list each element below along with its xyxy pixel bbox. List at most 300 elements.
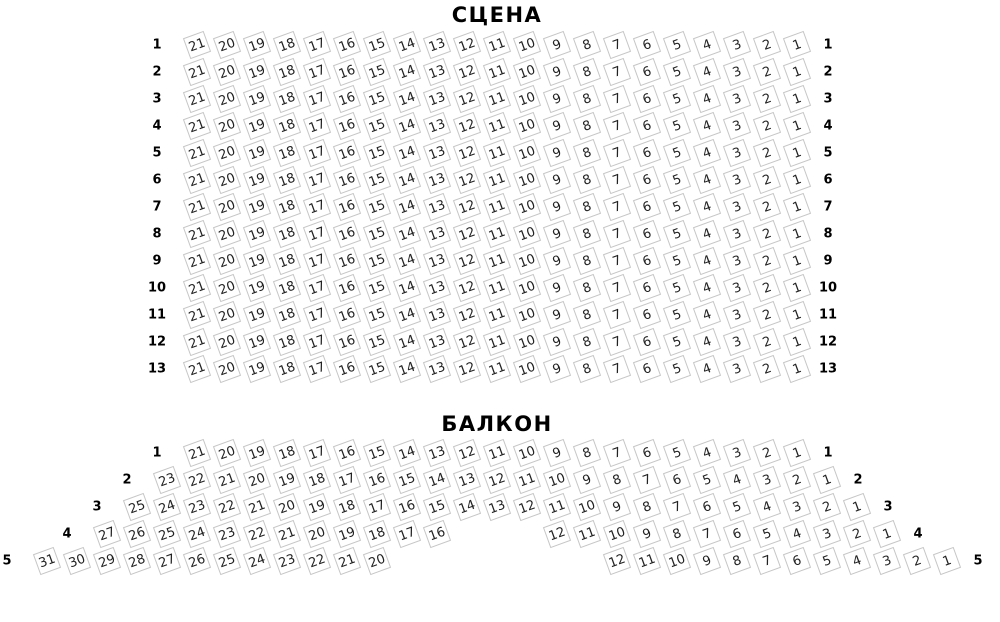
- seat[interactable]: 7: [603, 139, 631, 167]
- seat[interactable]: 27: [153, 547, 181, 575]
- seat[interactable]: 30: [63, 547, 91, 575]
- seat[interactable]: 18: [273, 301, 301, 329]
- seat[interactable]: 16: [333, 439, 361, 467]
- seat[interactable]: 15: [363, 58, 391, 86]
- seat[interactable]: 11: [483, 274, 511, 302]
- seat[interactable]: 11: [483, 247, 511, 275]
- seat[interactable]: 23: [273, 547, 301, 575]
- seat[interactable]: 6: [633, 58, 661, 86]
- seat[interactable]: 11: [633, 547, 661, 575]
- seat[interactable]: 14: [393, 112, 421, 140]
- seat[interactable]: 6: [633, 112, 661, 140]
- seat[interactable]: 18: [273, 166, 301, 194]
- seat[interactable]: 20: [213, 58, 241, 86]
- seat[interactable]: 17: [303, 166, 331, 194]
- seat[interactable]: 2: [753, 112, 781, 140]
- seat[interactable]: 3: [723, 274, 751, 302]
- seat[interactable]: 7: [603, 274, 631, 302]
- seat[interactable]: 21: [243, 493, 271, 521]
- seat[interactable]: 1: [783, 439, 811, 467]
- seat[interactable]: 15: [363, 301, 391, 329]
- seat[interactable]: 10: [513, 328, 541, 356]
- seat[interactable]: 21: [183, 112, 211, 140]
- seat[interactable]: 18: [363, 520, 391, 548]
- seat[interactable]: 18: [273, 112, 301, 140]
- seat[interactable]: 6: [633, 301, 661, 329]
- seat[interactable]: 20: [213, 139, 241, 167]
- seat[interactable]: 12: [453, 58, 481, 86]
- seat[interactable]: 19: [243, 112, 271, 140]
- seat[interactable]: 16: [333, 58, 361, 86]
- seat[interactable]: 21: [183, 328, 211, 356]
- seat[interactable]: 15: [423, 493, 451, 521]
- seat[interactable]: 18: [273, 220, 301, 248]
- seat[interactable]: 17: [303, 274, 331, 302]
- seat[interactable]: 5: [663, 112, 691, 140]
- seat[interactable]: 18: [273, 85, 301, 113]
- seat[interactable]: 13: [423, 112, 451, 140]
- seat[interactable]: 12: [453, 301, 481, 329]
- seat[interactable]: 14: [423, 466, 451, 494]
- seat[interactable]: 18: [273, 247, 301, 275]
- seat[interactable]: 13: [423, 85, 451, 113]
- seat[interactable]: 15: [393, 466, 421, 494]
- seat[interactable]: 9: [543, 85, 571, 113]
- seat[interactable]: 10: [513, 220, 541, 248]
- seat[interactable]: 5: [663, 220, 691, 248]
- seat[interactable]: 4: [693, 439, 721, 467]
- seat[interactable]: 4: [693, 328, 721, 356]
- seat[interactable]: 6: [633, 247, 661, 275]
- seat[interactable]: 23: [153, 466, 181, 494]
- seat[interactable]: 19: [243, 355, 271, 383]
- seat[interactable]: 5: [663, 31, 691, 59]
- seat[interactable]: 7: [603, 166, 631, 194]
- seat[interactable]: 17: [333, 466, 361, 494]
- seat[interactable]: 5: [753, 520, 781, 548]
- seat[interactable]: 21: [183, 166, 211, 194]
- seat[interactable]: 15: [363, 166, 391, 194]
- seat[interactable]: 8: [573, 193, 601, 221]
- seat[interactable]: 4: [693, 166, 721, 194]
- seat[interactable]: 7: [663, 493, 691, 521]
- seat[interactable]: 19: [243, 247, 271, 275]
- seat[interactable]: 20: [213, 220, 241, 248]
- seat[interactable]: 17: [303, 139, 331, 167]
- seat[interactable]: 9: [543, 274, 571, 302]
- seat[interactable]: 28: [123, 547, 151, 575]
- seat[interactable]: 11: [483, 220, 511, 248]
- seat[interactable]: 10: [513, 301, 541, 329]
- seat[interactable]: 10: [513, 166, 541, 194]
- seat[interactable]: 3: [783, 493, 811, 521]
- seat[interactable]: 11: [483, 301, 511, 329]
- seat[interactable]: 21: [183, 220, 211, 248]
- seat[interactable]: 9: [543, 220, 571, 248]
- seat[interactable]: 4: [693, 139, 721, 167]
- seat[interactable]: 17: [303, 247, 331, 275]
- seat[interactable]: 3: [723, 301, 751, 329]
- seat[interactable]: 14: [393, 166, 421, 194]
- seat[interactable]: 4: [693, 247, 721, 275]
- seat[interactable]: 5: [663, 166, 691, 194]
- seat[interactable]: 7: [603, 31, 631, 59]
- seat[interactable]: 8: [573, 85, 601, 113]
- seat[interactable]: 16: [393, 493, 421, 521]
- seat[interactable]: 10: [513, 355, 541, 383]
- seat[interactable]: 1: [783, 328, 811, 356]
- seat[interactable]: 13: [423, 139, 451, 167]
- seat[interactable]: 9: [543, 139, 571, 167]
- seat[interactable]: 2: [753, 58, 781, 86]
- seat[interactable]: 14: [393, 85, 421, 113]
- seat[interactable]: 6: [633, 355, 661, 383]
- seat[interactable]: 20: [213, 301, 241, 329]
- seat[interactable]: 13: [423, 301, 451, 329]
- seat[interactable]: 25: [153, 520, 181, 548]
- seat[interactable]: 12: [453, 274, 481, 302]
- seat[interactable]: 15: [363, 220, 391, 248]
- seat[interactable]: 11: [483, 85, 511, 113]
- seat[interactable]: 4: [693, 112, 721, 140]
- seat[interactable]: 11: [483, 31, 511, 59]
- seat[interactable]: 18: [273, 58, 301, 86]
- seat[interactable]: 22: [243, 520, 271, 548]
- seat[interactable]: 20: [213, 355, 241, 383]
- seat[interactable]: 8: [573, 355, 601, 383]
- seat[interactable]: 11: [483, 328, 511, 356]
- seat[interactable]: 22: [183, 466, 211, 494]
- seat[interactable]: 12: [453, 328, 481, 356]
- seat[interactable]: 6: [633, 439, 661, 467]
- seat[interactable]: 2: [753, 166, 781, 194]
- seat[interactable]: 12: [603, 547, 631, 575]
- seat[interactable]: 20: [273, 493, 301, 521]
- seat[interactable]: 18: [273, 355, 301, 383]
- seat[interactable]: 16: [333, 193, 361, 221]
- seat[interactable]: 8: [573, 139, 601, 167]
- seat[interactable]: 10: [513, 247, 541, 275]
- seat[interactable]: 19: [243, 301, 271, 329]
- seat[interactable]: 17: [303, 328, 331, 356]
- seat[interactable]: 10: [513, 31, 541, 59]
- seat[interactable]: 12: [483, 466, 511, 494]
- seat[interactable]: 6: [633, 193, 661, 221]
- seat[interactable]: 6: [663, 466, 691, 494]
- seat[interactable]: 14: [393, 328, 421, 356]
- seat[interactable]: 1: [783, 112, 811, 140]
- seat[interactable]: 10: [513, 58, 541, 86]
- seat[interactable]: 1: [813, 466, 841, 494]
- seat[interactable]: 5: [663, 193, 691, 221]
- seat[interactable]: 19: [243, 193, 271, 221]
- seat[interactable]: 12: [453, 355, 481, 383]
- seat[interactable]: 4: [693, 58, 721, 86]
- seat[interactable]: 21: [183, 139, 211, 167]
- seat[interactable]: 27: [93, 520, 121, 548]
- seat[interactable]: 12: [453, 139, 481, 167]
- seat[interactable]: 16: [333, 301, 361, 329]
- seat[interactable]: 11: [483, 439, 511, 467]
- seat[interactable]: 14: [393, 139, 421, 167]
- seat[interactable]: 21: [183, 355, 211, 383]
- seat[interactable]: 19: [243, 328, 271, 356]
- seat[interactable]: 13: [423, 220, 451, 248]
- seat[interactable]: 2: [753, 139, 781, 167]
- seat[interactable]: 1: [873, 520, 901, 548]
- seat[interactable]: 8: [573, 247, 601, 275]
- seat[interactable]: 1: [783, 58, 811, 86]
- seat[interactable]: 10: [573, 493, 601, 521]
- seat[interactable]: 18: [273, 328, 301, 356]
- seat[interactable]: 3: [723, 193, 751, 221]
- seat[interactable]: 6: [633, 85, 661, 113]
- seat[interactable]: 12: [453, 193, 481, 221]
- seat[interactable]: 14: [393, 193, 421, 221]
- seat[interactable]: 15: [363, 85, 391, 113]
- seat[interactable]: 2: [753, 193, 781, 221]
- seat[interactable]: 21: [183, 85, 211, 113]
- seat[interactable]: 10: [513, 274, 541, 302]
- seat[interactable]: 8: [573, 166, 601, 194]
- seat[interactable]: 21: [273, 520, 301, 548]
- seat[interactable]: 10: [513, 139, 541, 167]
- seat[interactable]: 23: [183, 493, 211, 521]
- seat[interactable]: 11: [483, 139, 511, 167]
- seat[interactable]: 17: [303, 301, 331, 329]
- seat[interactable]: 2: [753, 439, 781, 467]
- seat[interactable]: 13: [423, 328, 451, 356]
- seat[interactable]: 19: [243, 139, 271, 167]
- seat[interactable]: 2: [753, 355, 781, 383]
- seat[interactable]: 6: [633, 31, 661, 59]
- seat[interactable]: 6: [633, 328, 661, 356]
- seat[interactable]: 2: [753, 274, 781, 302]
- seat[interactable]: 6: [633, 220, 661, 248]
- seat[interactable]: 9: [543, 301, 571, 329]
- seat[interactable]: 22: [213, 493, 241, 521]
- seat[interactable]: 13: [453, 466, 481, 494]
- seat[interactable]: 1: [783, 247, 811, 275]
- seat[interactable]: 15: [363, 274, 391, 302]
- seat[interactable]: 7: [603, 85, 631, 113]
- seat[interactable]: 13: [423, 166, 451, 194]
- seat[interactable]: 2: [753, 31, 781, 59]
- seat[interactable]: 15: [363, 31, 391, 59]
- seat[interactable]: 14: [393, 355, 421, 383]
- seat[interactable]: 18: [273, 139, 301, 167]
- seat[interactable]: 26: [183, 547, 211, 575]
- seat[interactable]: 4: [693, 220, 721, 248]
- seat[interactable]: 2: [753, 220, 781, 248]
- seat[interactable]: 8: [573, 328, 601, 356]
- seat[interactable]: 21: [213, 466, 241, 494]
- seat[interactable]: 22: [303, 547, 331, 575]
- seat[interactable]: 5: [663, 139, 691, 167]
- seat[interactable]: 3: [723, 355, 751, 383]
- seat[interactable]: 16: [333, 328, 361, 356]
- seat[interactable]: 19: [243, 274, 271, 302]
- seat[interactable]: 5: [813, 547, 841, 575]
- seat[interactable]: 4: [693, 193, 721, 221]
- seat[interactable]: 7: [603, 301, 631, 329]
- seat[interactable]: 5: [663, 274, 691, 302]
- seat[interactable]: 11: [483, 193, 511, 221]
- seat[interactable]: 13: [423, 58, 451, 86]
- seat[interactable]: 5: [663, 328, 691, 356]
- seat[interactable]: 18: [273, 31, 301, 59]
- seat[interactable]: 16: [333, 166, 361, 194]
- seat[interactable]: 25: [213, 547, 241, 575]
- seat[interactable]: 17: [363, 493, 391, 521]
- seat[interactable]: 6: [633, 274, 661, 302]
- seat[interactable]: 8: [573, 439, 601, 467]
- seat[interactable]: 8: [573, 274, 601, 302]
- seat[interactable]: 11: [483, 112, 511, 140]
- seat[interactable]: 3: [723, 58, 751, 86]
- seat[interactable]: 1: [843, 493, 871, 521]
- seat[interactable]: 1: [783, 355, 811, 383]
- seat[interactable]: 13: [423, 31, 451, 59]
- seat[interactable]: 2: [783, 466, 811, 494]
- seat[interactable]: 4: [693, 85, 721, 113]
- seat[interactable]: 9: [543, 31, 571, 59]
- seat[interactable]: 6: [693, 493, 721, 521]
- seat[interactable]: 20: [213, 85, 241, 113]
- seat[interactable]: 21: [183, 247, 211, 275]
- seat[interactable]: 8: [573, 112, 601, 140]
- seat[interactable]: 4: [693, 301, 721, 329]
- seat[interactable]: 5: [693, 466, 721, 494]
- seat[interactable]: 1: [783, 274, 811, 302]
- seat[interactable]: 10: [543, 466, 571, 494]
- seat[interactable]: 12: [453, 439, 481, 467]
- seat[interactable]: 7: [603, 328, 631, 356]
- seat[interactable]: 17: [303, 220, 331, 248]
- seat[interactable]: 3: [753, 466, 781, 494]
- seat[interactable]: 2: [753, 247, 781, 275]
- seat[interactable]: 14: [393, 301, 421, 329]
- seat[interactable]: 19: [273, 466, 301, 494]
- seat[interactable]: 21: [183, 274, 211, 302]
- seat[interactable]: 18: [273, 274, 301, 302]
- seat[interactable]: 4: [693, 31, 721, 59]
- seat[interactable]: 10: [513, 112, 541, 140]
- seat[interactable]: 11: [483, 355, 511, 383]
- seat[interactable]: 11: [513, 466, 541, 494]
- seat[interactable]: 16: [333, 112, 361, 140]
- seat[interactable]: 21: [183, 31, 211, 59]
- seat[interactable]: 3: [723, 112, 751, 140]
- seat[interactable]: 20: [243, 466, 271, 494]
- seat[interactable]: 20: [303, 520, 331, 548]
- seat[interactable]: 17: [303, 112, 331, 140]
- seat[interactable]: 9: [633, 520, 661, 548]
- seat[interactable]: 21: [183, 439, 211, 467]
- seat[interactable]: 13: [483, 493, 511, 521]
- seat[interactable]: 17: [303, 439, 331, 467]
- seat[interactable]: 1: [783, 301, 811, 329]
- seat[interactable]: 13: [423, 439, 451, 467]
- seat[interactable]: 19: [243, 439, 271, 467]
- seat[interactable]: 19: [243, 31, 271, 59]
- seat[interactable]: 3: [813, 520, 841, 548]
- seat[interactable]: 15: [363, 112, 391, 140]
- seat[interactable]: 24: [183, 520, 211, 548]
- seat[interactable]: 18: [303, 466, 331, 494]
- seat[interactable]: 3: [723, 328, 751, 356]
- seat[interactable]: 9: [543, 355, 571, 383]
- seat[interactable]: 1: [783, 193, 811, 221]
- seat[interactable]: 14: [393, 439, 421, 467]
- seat[interactable]: 1: [783, 166, 811, 194]
- seat[interactable]: 13: [423, 274, 451, 302]
- seat[interactable]: 19: [303, 493, 331, 521]
- seat[interactable]: 13: [423, 193, 451, 221]
- seat[interactable]: 21: [183, 58, 211, 86]
- seat[interactable]: 18: [333, 493, 361, 521]
- seat[interactable]: 9: [543, 247, 571, 275]
- seat[interactable]: 5: [663, 58, 691, 86]
- seat[interactable]: 11: [483, 166, 511, 194]
- seat[interactable]: 1: [783, 139, 811, 167]
- seat[interactable]: 20: [213, 247, 241, 275]
- seat[interactable]: 11: [573, 520, 601, 548]
- seat[interactable]: 20: [213, 274, 241, 302]
- seat[interactable]: 20: [213, 193, 241, 221]
- seat[interactable]: 24: [243, 547, 271, 575]
- seat[interactable]: 5: [663, 439, 691, 467]
- seat[interactable]: 14: [453, 493, 481, 521]
- seat[interactable]: 10: [603, 520, 631, 548]
- seat[interactable]: 5: [663, 355, 691, 383]
- seat[interactable]: 6: [783, 547, 811, 575]
- seat[interactable]: 2: [903, 547, 931, 575]
- seat[interactable]: 3: [723, 31, 751, 59]
- seat[interactable]: 14: [393, 247, 421, 275]
- seat[interactable]: 1: [783, 85, 811, 113]
- seat[interactable]: 16: [333, 31, 361, 59]
- seat[interactable]: 21: [333, 547, 361, 575]
- seat[interactable]: 15: [363, 139, 391, 167]
- seat[interactable]: 14: [393, 31, 421, 59]
- seat[interactable]: 3: [723, 247, 751, 275]
- seat[interactable]: 17: [303, 58, 331, 86]
- seat[interactable]: 19: [243, 220, 271, 248]
- seat[interactable]: 3: [723, 85, 751, 113]
- seat[interactable]: 5: [663, 85, 691, 113]
- seat[interactable]: 13: [423, 247, 451, 275]
- seat[interactable]: 7: [753, 547, 781, 575]
- seat[interactable]: 3: [723, 166, 751, 194]
- seat[interactable]: 4: [693, 355, 721, 383]
- seat[interactable]: 20: [213, 112, 241, 140]
- seat[interactable]: 2: [843, 520, 871, 548]
- seat[interactable]: 1: [783, 31, 811, 59]
- seat[interactable]: 14: [393, 58, 421, 86]
- seat[interactable]: 12: [543, 520, 571, 548]
- seat[interactable]: 10: [663, 547, 691, 575]
- seat[interactable]: 20: [363, 547, 391, 575]
- seat[interactable]: 16: [333, 85, 361, 113]
- seat[interactable]: 8: [603, 466, 631, 494]
- seat[interactable]: 8: [633, 493, 661, 521]
- seat[interactable]: 1: [933, 547, 961, 575]
- seat[interactable]: 12: [453, 85, 481, 113]
- seat[interactable]: 19: [243, 166, 271, 194]
- seat[interactable]: 21: [183, 193, 211, 221]
- seat[interactable]: 9: [543, 193, 571, 221]
